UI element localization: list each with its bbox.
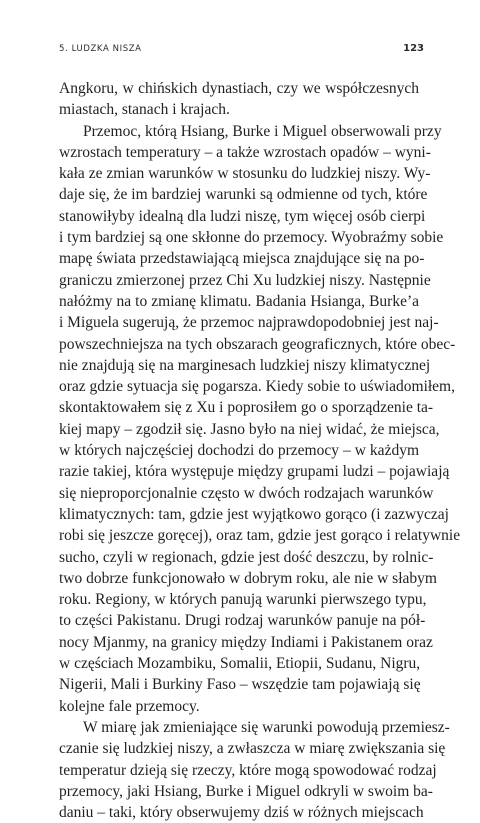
text-line: stanowiłyby idealną dla ludzi niszę, tym więcej osób cierpi [59,207,426,225]
text-line: graniczu zmierzonej przez Chi Xu ludzkiej niszy. Następnie [59,271,431,289]
text-line: sucho, czyli w regionach, gdzie jest dość deszczu, by rolnic- [59,548,434,566]
text-line: roku. Regiony, w których panują warunki pierwszego typu, [59,591,427,609]
text-line: i tym bardziej są one skłonne do przemocy. Wyobraźmy sobie [59,229,444,247]
text-line: w częściach Mozambiku, Somalii, Etiopii, Sudanu, Nigru, [59,655,421,673]
text-line: nocy Mjanmy, na granicy między Indiami i Pakistanem oraz [59,633,433,651]
text-line: kiej mapy – zgodził się. Jasno było na niej widać, że miejsca, [59,420,440,438]
text-line: Nigerii, Mali i Burkiny Faso – wszędzie tam pojawiają się [59,676,421,694]
text-line: miastach, stanach i krajach. [59,101,230,119]
text-line: czanie się ludzkiej niszy, a zwłaszcza w miarę zwiększania się [59,740,446,758]
text-line: powszechniejsza na tych obszarach geograficznych, które obec- [59,335,456,353]
text-line: W miarę jak zmieniające się warunki powodują przemiesz- [83,718,450,736]
body-text [59,78,461,823]
running-header [59,44,424,58]
text-line: kolejne fale przemocy. [59,697,200,715]
text-line: klimatycznych: tam, gdzie jest wyjątkowo gorąco (i zazwyczaj [59,505,449,523]
text-line: two dobrze funkcjonowało w dobrym roku, ale nie w słabym [59,569,437,587]
text-line: i Miguela sugerują, że przemoc najprawdopodobniej jest naj- [59,314,439,332]
text-line: daje się, że im bardziej warunki są odmienne od tych, które [59,186,428,204]
text-line: daniu – taki, który obserwujemy dziś w różnych miejscach [59,804,424,822]
page-number: 123 [403,43,424,54]
text-line: przemocy, jaki Hsiang, Burke i Miguel odkryli w swoim ba- [59,782,433,800]
text-line: skontaktowałem się z Xu i poprosiłem go o sporządzenie ta- [59,399,434,417]
text-line: wzrostach temperatury – a także wzrostach opadów – wyni- [59,143,431,161]
chapter-title: 5. LUDZKA NISZA [59,44,142,54]
text-line: Angkoru, w chińskich dynastiach, czy we współczesnych [59,80,419,97]
text-line: oraz gdzie sytuacja się pogarsza. Kiedy sobie to uświadomiłem, [59,378,455,396]
text-line: robi się jeszcze goręcej), oraz tam, gdzie jest gorąco i relatywnie [59,527,461,545]
text-line: się nieproporcjonalnie często w dwóch rodzajach warunków [59,484,434,502]
text-line: mapę świata przedstawiającą miejsca znajdujące się na po- [59,250,425,268]
text-line: temperatur dzieją się rzeczy, które mogą spowodować rodzaj [59,761,437,779]
text-line: kała ze zmian warunków w stosunku do ludzkiej niszy. Wy- [59,165,431,183]
text-line: razie takiej, która występuje między grupami ludzi – pojawiają [59,463,450,481]
text-line: w których najczęściej dochodzi do przemocy – w każdym [59,442,419,460]
text-line: nałóżmy na to zmianę klimatu. Badania Hsianga, Burke’a [59,292,419,310]
text-line: to części Pakistanu. Drugi rodzaj warunków panuje na pół- [59,612,426,630]
text-line: nie znajdują się na marginesach ludzkiej niszy klimatycznej [59,356,431,374]
text-line: Przemoc, którą Hsiang, Burke i Miguel obserwowali przy [83,122,442,140]
